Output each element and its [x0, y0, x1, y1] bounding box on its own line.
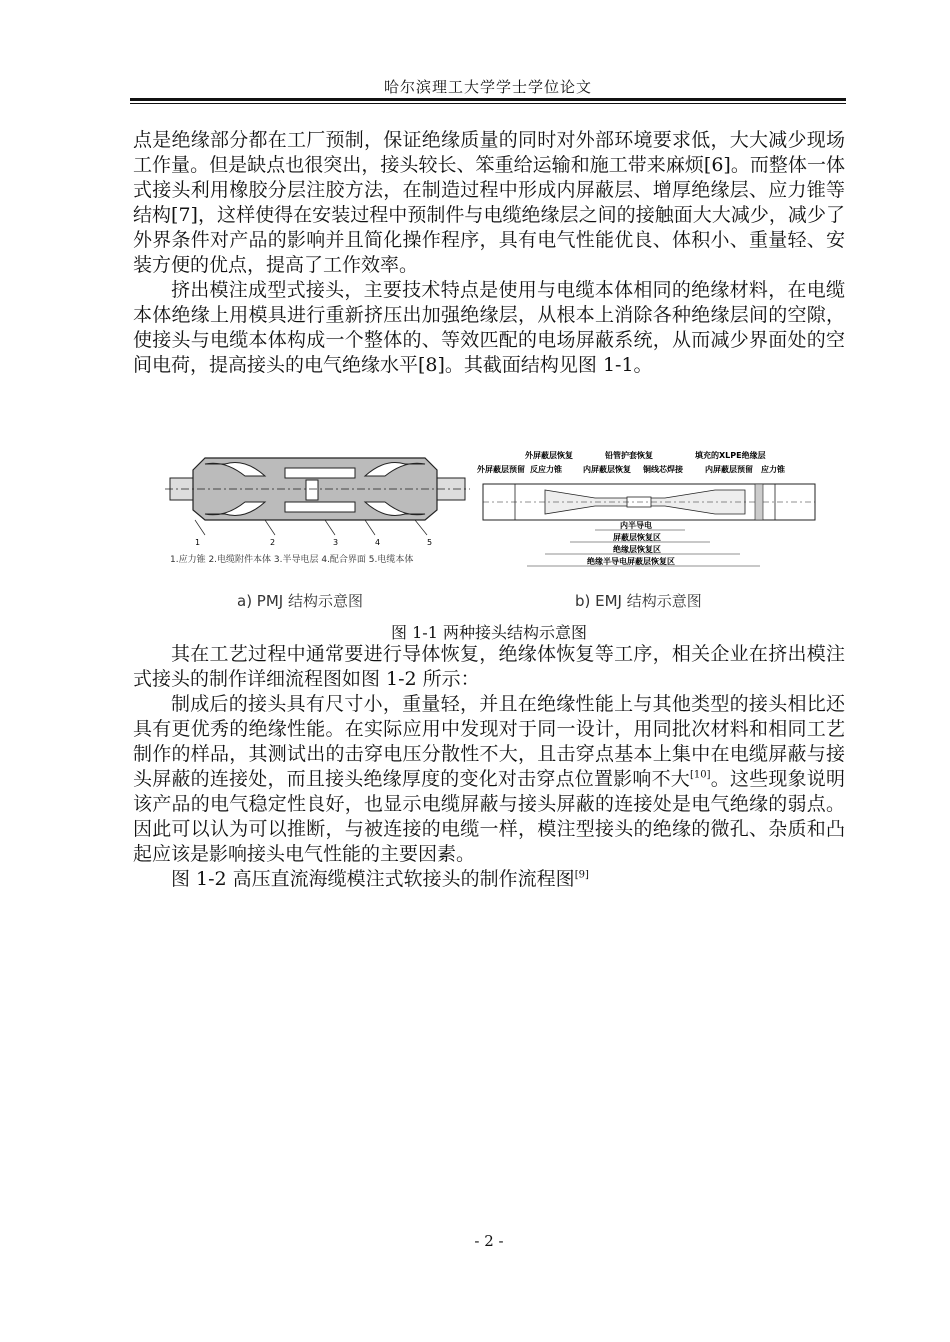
body-text-bottom [133, 642, 845, 892]
paragraph-text: 图 1-2 高压直流海缆模注式软接头的制作流程图 [171, 868, 575, 890]
paragraph: 点是绝缘部分都在工厂预制，保证绝缘质量的同时对外部环境要求低，大大减少现场工作量。但是缺点也很突出，接头较长、笨重给运输和施工带来麻烦[6]。而整体一体式接头利用橡胶分层注胶方法，在制造过程中形成内屏蔽层、增厚绝缘层、应力锥等结构[7]，这样使得在安装过程中预制件与电缆绝缘层之间的接触面大大减少，减少了外界条件对产品的影响并且简化操作程序，具有电气性能优良、体积小、重量轻、安装方便的优点，提高了工作效率。 [133, 129, 845, 276]
emj-label: 铅管护套恢复 [605, 451, 653, 460]
emj-label: 内屏蔽层恢复 [583, 465, 631, 474]
page-number: - 2 - [474, 1232, 504, 1250]
emj-label: 铜线芯焊接 [643, 465, 683, 474]
pmj-number: 3 [333, 538, 339, 547]
paragraph: 挤出模注成型式接头，主要技术特点是使用与电缆本体相同的绝缘材料，在电缆本体绝缘上用模具进行重新挤压出加强绝缘层，从根本上消除各种绝缘层间的空隙，使接头与电缆本体构成一个整体的、等效匹配的电场屏蔽系统，从而减少界面处的空间电荷，提高接头的电气绝缘水平[8]。其截面结构见图 1-1。 [133, 279, 845, 376]
paragraph [133, 692, 845, 867]
pmj-number: 2 [270, 538, 276, 547]
pmj-legend: 1.应力锥 2.电缆附件本体 3.半导电层 4.配合界面 5.电缆本体 [170, 555, 414, 565]
running-header: 哈尔滨理工大学学士学位论文 [383, 78, 592, 96]
pmj-number: 5 [427, 538, 433, 547]
emj-subcaption: b) EMJ 结构示意图 [575, 592, 702, 610]
pmj-number: 4 [375, 538, 381, 547]
paragraph [133, 642, 845, 692]
emj-label: 屏蔽层恢复区 [613, 533, 661, 542]
emj-label: 外屏蔽层预留 [477, 465, 525, 474]
pmj-diagram [165, 458, 470, 565]
citation-superscript: [9] [574, 869, 589, 881]
figure-reference-line [133, 867, 845, 892]
emj-label: 内半导电 [620, 521, 652, 530]
pmj-subcaption: a) PMJ 结构示意图 [237, 592, 363, 610]
header-rule-thin [130, 103, 846, 104]
emj-label: 填充的XLPE绝缘层 [695, 451, 766, 460]
emj-label: 应力锥 [761, 465, 785, 474]
emj-label: 绝缘半导电屏蔽层恢复区 [587, 557, 675, 566]
paragraph-text: 制成后的接头具有尺寸小，重量轻，并且在绝缘性能上与其他类型的接头相比还具有更优秀的绝缘性能。在实际应用中发现对于同一设计，用同批次材料和相同工艺制作的样品，其测试出的击穿电压分散性不大，且击穿点基本上集中在电缆屏蔽与接头屏蔽的连接处，而且接头绝缘厚度的变化对击穿点位置影响不大 [133, 693, 845, 790]
citation-superscript: [10] [690, 769, 711, 781]
emj-label: 内屏蔽层预留 [705, 465, 753, 474]
pmj-number: 1 [195, 538, 201, 547]
header-rule-thick [130, 98, 846, 101]
emj-label: 绝缘层恢复区 [613, 545, 661, 554]
paragraph-text: 其在工艺过程中通常要进行导体恢复，绝缘体恢复等工序，相关企业在挤出模注式接头的制作详细流程图如图 1-2 所示： [133, 643, 845, 690]
figure-caption: 图 1-1 两种接头结构示意图 [391, 623, 587, 642]
emj-label: 反应力锥 [530, 465, 562, 474]
paragraph-text-continued: 。这些现象说明该产品的电气稳定性良好，也显示电缆屏蔽与接头屏蔽的连接处是电气绝缘的弱点。因此可以认为可以推断，与被连接的电缆一样，模注型接头的绝缘的微孔、杂质和凸起应该是影响接头电气性能的主要因素。 [133, 768, 845, 865]
body-text-top [133, 128, 845, 378]
emj-diagram [477, 450, 815, 566]
emj-label: 外屏蔽层恢复 [525, 451, 573, 460]
